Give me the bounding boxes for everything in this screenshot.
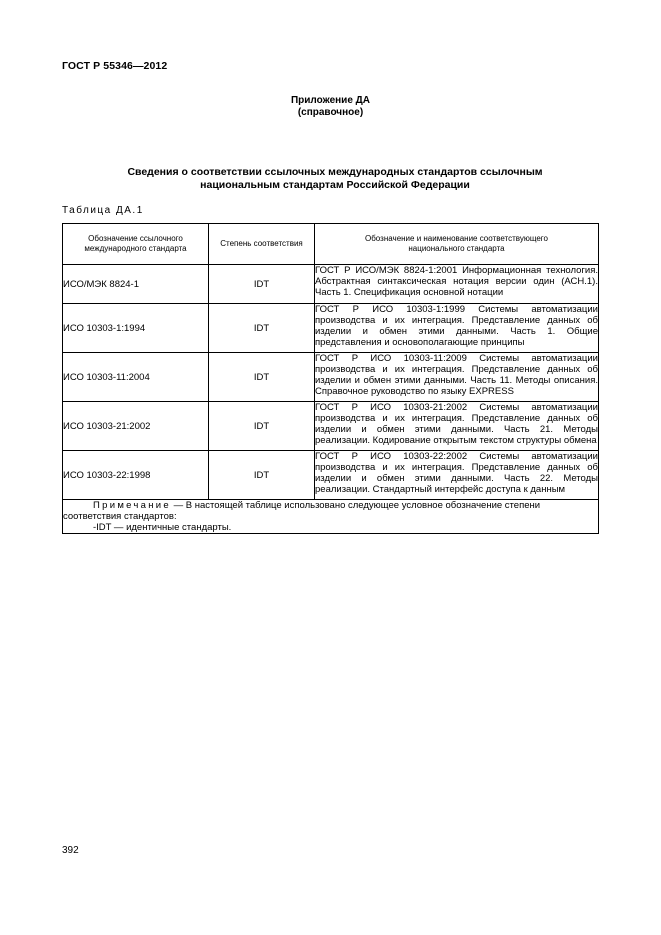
note-label: Примечание: [93, 500, 171, 511]
column-header-national: Обозначение и наименование соответствующего национального стандарта: [315, 224, 599, 265]
document-title-line-1: Сведения о соответствии ссылочных международных стандартов ссылочным: [127, 166, 543, 178]
national-standard-cell: ГОСТ Р ИСО 10303-1:1999 Системы автоматизации производства и их интеграция. Представление данных об изделии и обмен этими данными. Часть 1. Общие представления и основополагающие принципы: [315, 304, 599, 353]
appendix-title: Приложение ДА: [290, 95, 371, 106]
degree-cell: IDT: [209, 304, 315, 353]
international-standard-cell: ИСО 10303-11:2004: [63, 353, 209, 402]
international-standard-cell: ИСО 10303-22:1998: [63, 451, 209, 500]
degree-cell: IDT: [209, 451, 315, 500]
international-standard-cell: ИСО 10303-1:1994: [63, 304, 209, 353]
page-number: 392: [62, 845, 79, 856]
national-standard-cell: ГОСТ Р ИСО/МЭК 8824-1:2001 Информационная технология. Абстрактная синтаксическая нотация версии один (АСН.1). Часть 1. Спецификация основной нотации: [315, 265, 599, 304]
document-title: [80, 166, 590, 192]
table-row: [63, 353, 599, 402]
table-row: [63, 451, 599, 500]
national-standard-cell: ГОСТ Р ИСО 10303-11:2009 Системы автоматизации производства и их интеграция. Представление данных об изделии и обмен этими данными. Часть 11. Методы описания. Справочное руководство по языку EXPRESS: [315, 353, 599, 402]
table-header-row: [63, 224, 599, 265]
degree-cell: IDT: [209, 402, 315, 451]
document-code: ГОСТ Р 55346—2012: [62, 60, 168, 72]
document-title-line-2: национальным стандартам Российской Федерации: [200, 179, 470, 191]
standards-correspondence-table: [62, 223, 599, 534]
column-header-international: Обозначение ссылочного международного стандарта: [63, 224, 209, 265]
international-standard-cell: ИСО 10303-21:2002: [63, 402, 209, 451]
degree-cell: IDT: [209, 353, 315, 402]
national-standard-cell: ГОСТ Р ИСО 10303-21:2002 Системы автоматизации производства и их интеграция. Представление данных об изделии и обмен этими данными. Часть 21. Методы реализации. Кодирование открытым текстом структуры обмена: [315, 402, 599, 451]
appendix-kind: (справочное): [297, 107, 364, 118]
note-item: -IDT — идентичные стандарты.: [93, 522, 232, 533]
international-standard-cell: ИСО/МЭК 8824-1: [63, 265, 209, 304]
table-row: [63, 265, 599, 304]
note-text: — В настоящей таблице использовано следующее условное обозначение степени соответствия стандартов:: [63, 500, 541, 522]
appendix-heading: [0, 95, 661, 119]
table-row: [63, 402, 599, 451]
table-note-row: [63, 500, 599, 534]
table-caption: Таблица ДА.1: [62, 205, 144, 216]
degree-cell: IDT: [209, 265, 315, 304]
column-header-degree: Степень соответствия: [209, 224, 315, 265]
national-standard-cell: ГОСТ Р ИСО 10303-22:2002 Системы автоматизации производства и их интеграция. Представление данных об изделии и обмен этими данными. Часть 22. Методы реализации. Стандартный интерфейс доступа к данным: [315, 451, 599, 500]
table-note: [63, 500, 599, 534]
table-row: [63, 304, 599, 353]
